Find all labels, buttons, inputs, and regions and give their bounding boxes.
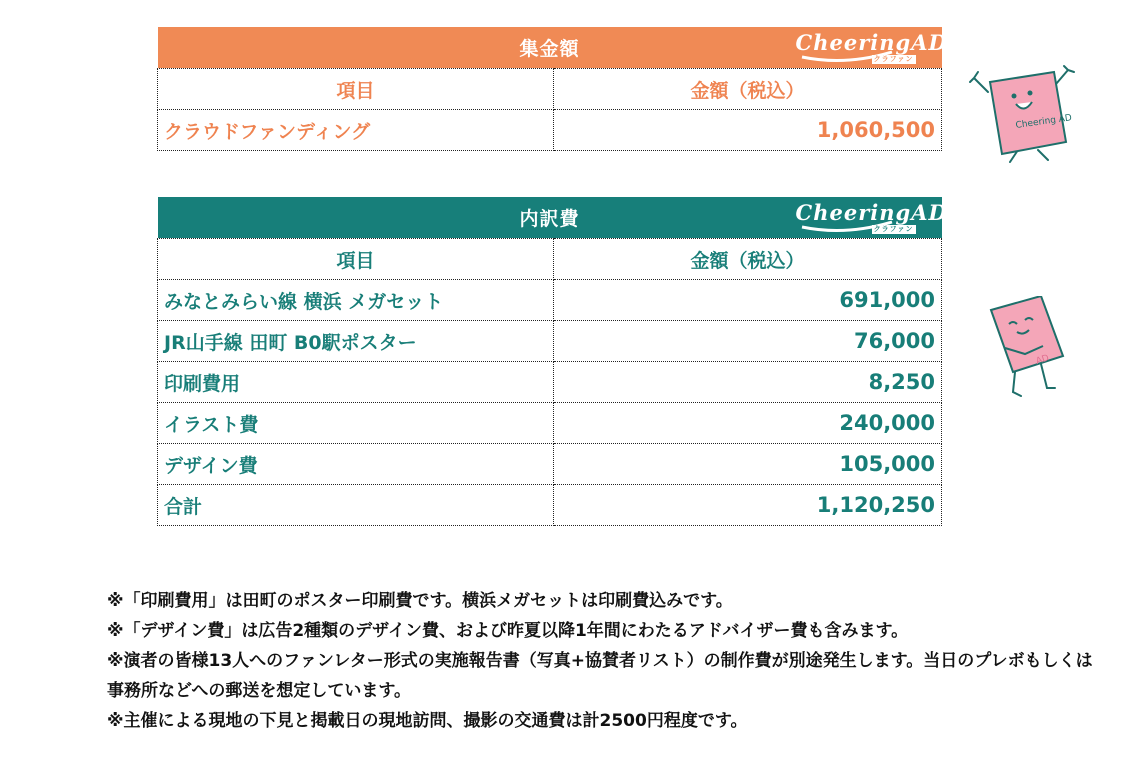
- row-amount: 240,000: [554, 403, 942, 444]
- table-row: [158, 280, 942, 321]
- row-amount: 8,250: [554, 362, 942, 403]
- row-item: クラウドファンディング: [158, 110, 554, 151]
- row-amount: 105,000: [554, 444, 942, 485]
- table-row: [158, 321, 942, 362]
- row-item: デザイン費: [158, 444, 554, 485]
- row-amount: 1,120,250: [554, 485, 942, 526]
- note-line: ※主催による現地の下見と掲載日の現地訪問、撮影の交通費は計2500円程度です。: [107, 711, 748, 731]
- logo-brand: CheeringAD: [795, 30, 948, 55]
- collected-table: [157, 27, 948, 151]
- column-header-amount: 金額（税込）: [554, 239, 942, 280]
- row-item: みなとみらい線 横浜 メガセット: [158, 280, 554, 321]
- mascot-shy-icon: [985, 296, 1085, 406]
- column-header-item: 項目: [158, 69, 554, 110]
- cheeringad-logo: [795, 200, 948, 234]
- note-line: ※演者の皆様13人へのファンレター形式の実施報告書（写真+協賛者リスト）の制作費が別途発生します。当日のプレボもしくは事務所などへの郵送を想定しています。: [107, 651, 1093, 701]
- column-header-amount: 金額（税込）: [554, 69, 942, 110]
- row-item: 合計: [158, 485, 554, 526]
- collected-title: 集金額: [519, 38, 580, 60]
- breakdown-banner: [158, 197, 948, 239]
- column-header-item: 項目: [158, 239, 554, 280]
- collected-banner: [158, 27, 948, 69]
- row-amount: 691,000: [554, 280, 942, 321]
- note-line: ※「デザイン費」は広告2種類のデザイン費、および昨夏以降1年間にわたるアドバイザー費も含みます。: [107, 621, 909, 641]
- breakdown-title: 内訳費: [519, 208, 580, 230]
- logo-tag: クラファン: [873, 55, 914, 63]
- note-line: ※「印刷費用」は田町のポスター印刷費です。横浜メガセットは印刷費込みです。: [107, 591, 733, 611]
- breakdown-table: [157, 197, 948, 526]
- logo-brand: CheeringAD: [795, 200, 948, 225]
- mascot-label: AD: [1034, 353, 1051, 367]
- notes: [107, 586, 1107, 736]
- table-row: [158, 110, 942, 151]
- row-amount: 1,060,500: [554, 110, 942, 151]
- table-row: [158, 444, 942, 485]
- logo-tag: クラファン: [873, 225, 914, 233]
- row-item: JR山手線 田町 B0駅ポスター: [158, 321, 554, 362]
- mascot-label: Cheering AD: [1015, 113, 1073, 131]
- row-item: 印刷費用: [158, 362, 554, 403]
- cheeringad-logo: [795, 30, 948, 64]
- table-row: [158, 403, 942, 444]
- table-row-total: [158, 485, 942, 526]
- row-item: イラスト費: [158, 403, 554, 444]
- row-amount: 76,000: [554, 321, 942, 362]
- table-row: [158, 362, 942, 403]
- mascot-cheering-icon: [968, 62, 1078, 172]
